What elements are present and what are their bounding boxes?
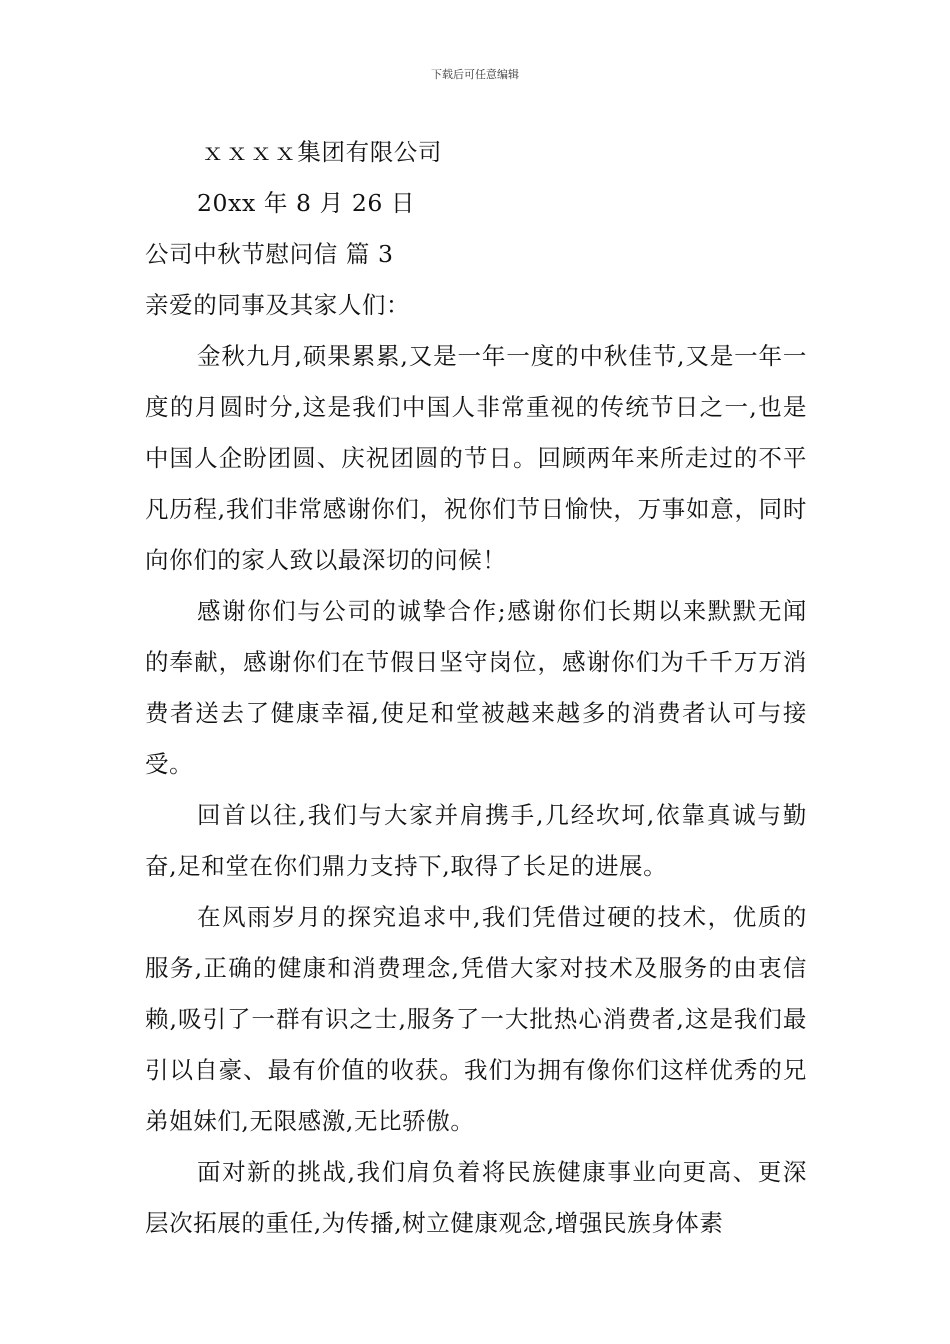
signature-date: 20xx 年 8 月 26 日: [197, 189, 416, 217]
letter-salutation: 亲爱的同事及其家人们：: [145, 291, 411, 319]
letter-title: 公司中秋节慰问信 篇 3: [145, 240, 394, 268]
document-body: [145, 127, 807, 1249]
paragraph-3: 回首以往,我们与大家并肩携手,几经坎坷,依靠真诚与勤奋,足和堂在你们鼎力支持下,取得了长足的进展。: [145, 801, 807, 880]
paragraph-4: 在风雨岁月的探究追求中,我们凭借过硬的技术，优质的服务,正确的健康和消费理念,凭借大家对技术及服务的由衷信赖,吸引了一群有识之士,服务了一大批热心消费者,这是我们最引以自豪、最有价值的收获。我们为拥有像你们这样优秀的兄弟姐妹们,无限感激,无比骄傲。: [145, 903, 807, 1135]
paragraph-1: 金秋九月,硕果累累,又是一年一度的中秋佳节,又是一年一度的月圆时分,这是我们中国人非常重视的传统节日之一,也是中国人企盼团圆、庆祝团圆的节日。回顾两年来所走过的不平凡历程,我们非常感谢你们，祝你们节日愉快，万事如意，同时向你们的家人致以最深切的问候！: [145, 342, 807, 574]
paragraph-2: 感谢你们与公司的诚挚合作;感谢你们长期以来默默无闻的奉献，感谢你们在节假日坚守岗位，感谢你们为千千万万消费者送去了健康幸福,使足和堂被越来越多的消费者认可与接受。: [145, 597, 807, 778]
signature-company: ｘｘｘｘ集团有限公司: [201, 138, 442, 166]
paragraph-5: 面对新的挑战,我们肩负着将民族健康事业向更高、更深层次拓展的重任,为传播,树立健康观念,增强民族身体素: [145, 1158, 807, 1237]
header-note: 下载后可任意编辑: [431, 68, 519, 81]
